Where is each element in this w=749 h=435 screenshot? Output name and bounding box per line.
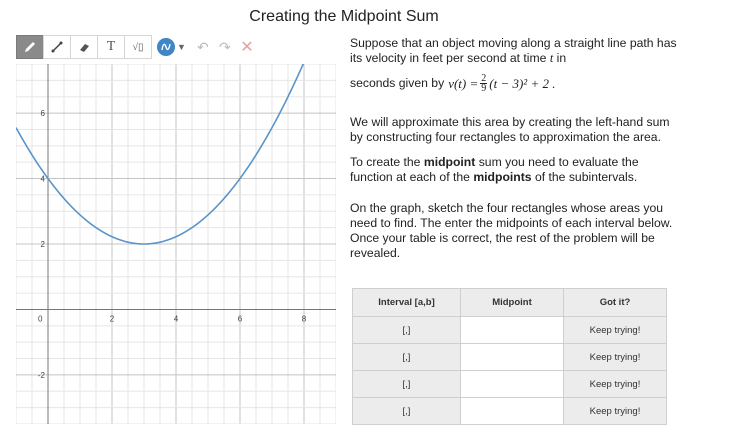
equation-rhs: (t − 3)² + 2 . [489,76,556,91]
status-cell: Keep trying! [564,371,667,398]
origin-label: 0 [38,314,43,324]
midpoint-bold-1: midpoint [423,155,476,169]
midpoint-input[interactable] [461,398,564,425]
fraction-numerator: 2 [481,73,487,84]
midpoint-text-b: sum you need to evaluate the function at each of the [350,155,639,184]
velocity-equation [448,74,555,93]
clear-button[interactable] [236,35,258,59]
left-sum-paragraph: We will approximate this area by creating the left-hand sum by constructing four rectangles to approximation the area. [350,115,670,144]
interval-cell[interactable]: [,] [353,344,461,371]
midpoint-paragraph [350,155,680,185]
midpoint-table [352,288,667,425]
table-row [353,371,667,398]
interval-cell[interactable]: [,] [353,398,461,425]
y-tick-label: 2 [40,240,45,249]
eraser-icon [77,40,91,54]
equation-fraction [480,74,487,93]
drawing-toolbar [16,34,258,60]
x-tick-label: 4 [173,314,179,324]
y-tick-label: 4 [40,174,45,184]
table-row [353,317,667,344]
equation-prefix: seconds given by [350,76,445,90]
problem-text [350,36,680,261]
intro-text: Suppose that an object moving along a straight line path has its velocity in feet per second at time [350,36,677,65]
midpoint-bold-2: midpoints [473,170,532,184]
y-tick-label: -2 [37,370,45,380]
status-cell: Keep trying! [564,398,667,425]
x-tick-label: 6 [237,314,243,324]
x-tick-label: 2 [109,314,115,324]
status-cell: Keep trying! [564,344,667,371]
math-tool-button[interactable] [124,35,152,59]
header-got-it: Got it? [564,289,667,317]
midpoint-input[interactable] [461,371,564,398]
instructions-paragraph: On the graph, sketch the four rectangles whose areas you need to find. The enter the midpoints of each interval below. Once your table is correct, the rest of the problem will be revealed. [350,201,673,260]
undo-button[interactable] [192,35,214,59]
sqrt-icon: √▯ [132,41,144,53]
time-variable: t [549,51,554,65]
interval-cell[interactable]: [,] [353,371,461,398]
redo-button[interactable] [214,35,236,59]
midpoint-input[interactable] [461,317,564,344]
graph-tool-button[interactable] [157,38,175,56]
midpoint-text-a: To create the [350,155,421,169]
status-cell: Keep trying! [564,317,667,344]
function-graph[interactable] [16,64,336,424]
line-icon [50,40,64,54]
pencil-tool-button[interactable] [16,35,44,59]
header-midpoint: Midpoint [461,289,564,317]
y-tick-label: 6 [40,109,45,119]
equation-lhs: v(t) = [448,76,479,91]
chevron-down-icon[interactable]: ▼ [177,42,186,52]
close-icon: ✕ [240,39,254,56]
intro-text-end: in [556,51,567,65]
text-tool-button[interactable] [97,35,125,59]
text-tool-label: T [106,39,116,54]
interval-cell[interactable]: [,] [353,317,461,344]
page-title: Creating the Midpoint Sum [249,8,439,25]
eraser-tool-button[interactable] [70,35,98,59]
line-tool-button[interactable] [43,35,71,59]
table-row [353,344,667,371]
velocity-equation-line [350,74,680,93]
pencil-icon [23,40,37,54]
header-interval: Interval [a,b] [353,289,461,317]
x-tick-label: 8 [301,314,307,324]
midpoint-input[interactable] [461,344,564,371]
undo-icon: ↶ [197,38,209,55]
midpoint-text-c: of the subintervals. [534,170,638,184]
redo-icon: ↷ [219,38,231,55]
curve-icon [160,41,172,53]
fraction-denominator: 9 [481,83,487,94]
intro-paragraph [350,36,680,66]
table-row [353,398,667,425]
